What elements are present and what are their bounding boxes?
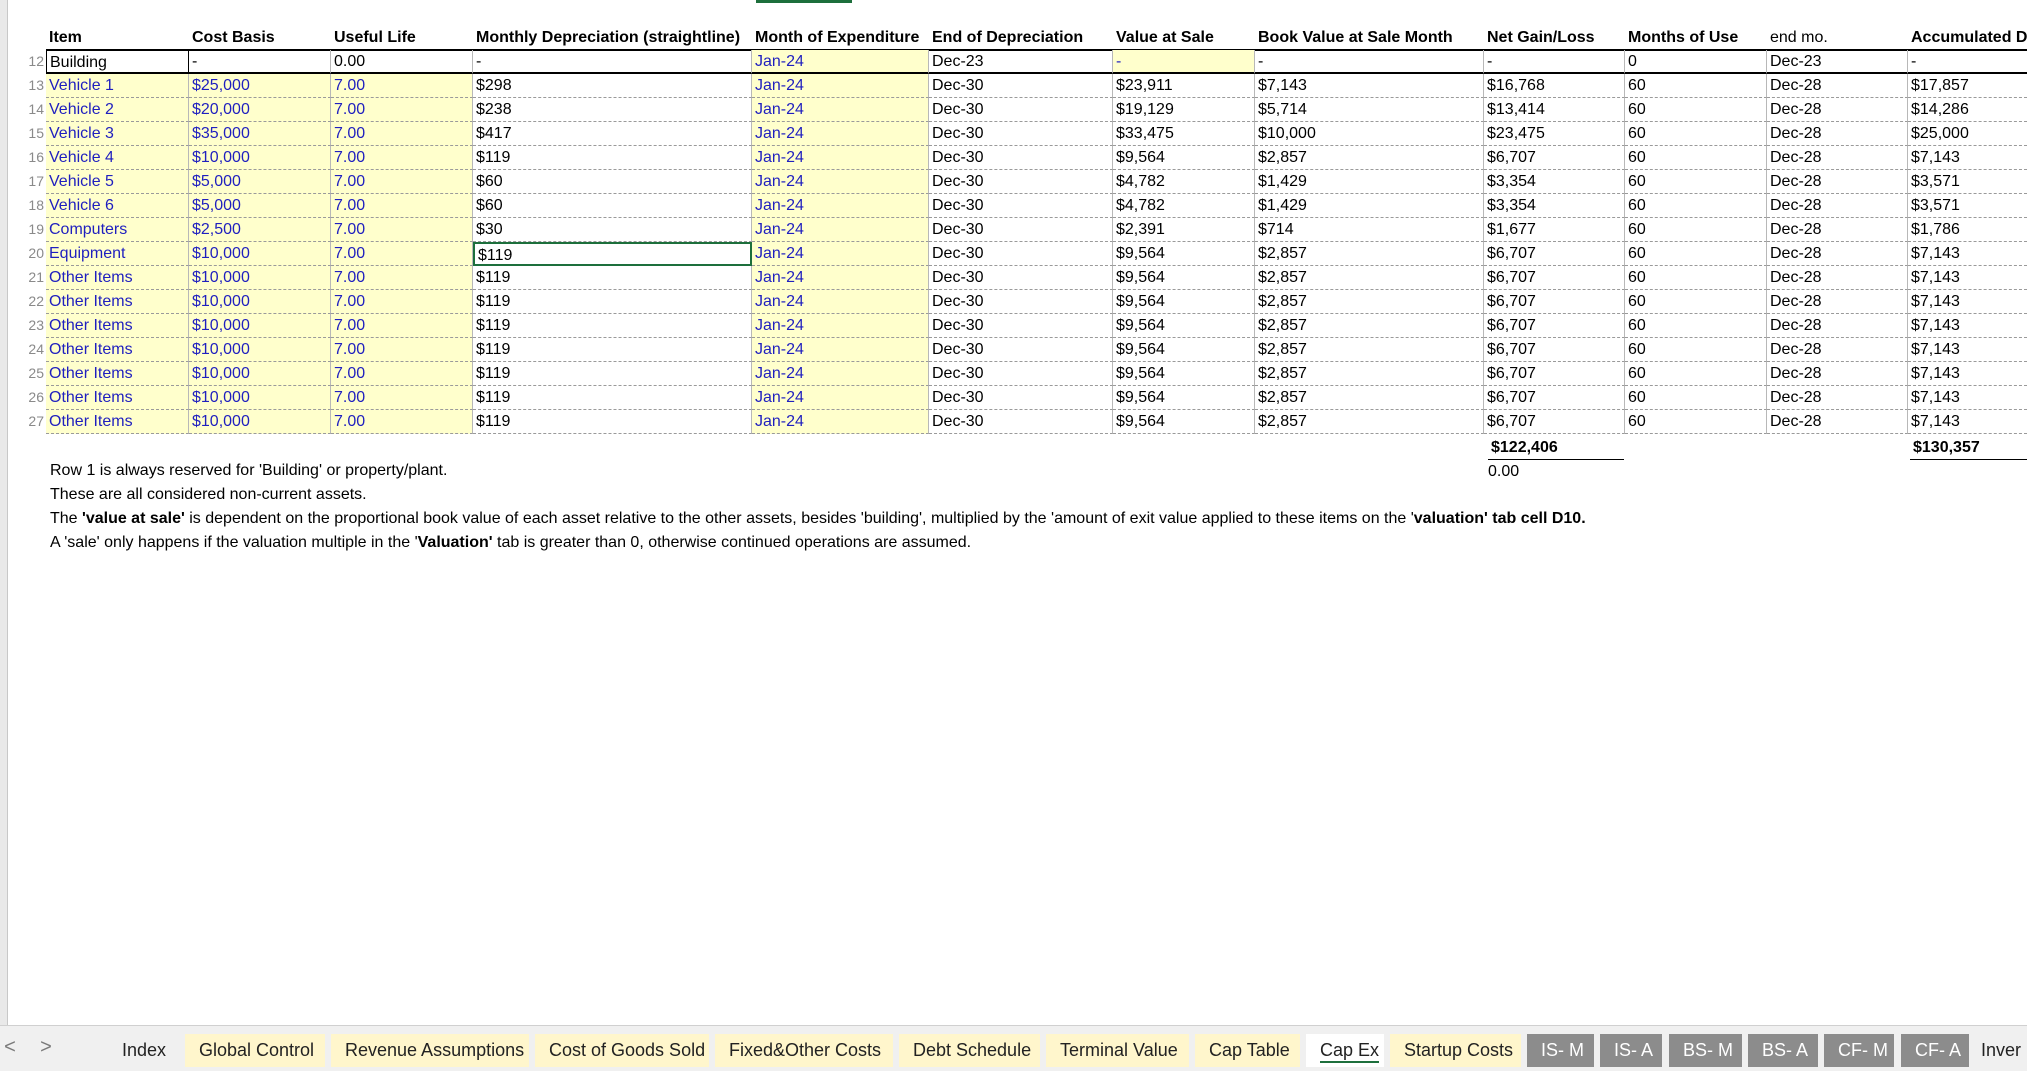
column-header[interactable]: Net Gain/Loss — [1487, 29, 1595, 46]
table-cell[interactable]: $7,143 — [1908, 146, 2027, 170]
active-column-indicator — [756, 0, 852, 3]
note-line-2[interactable]: These are all considered non-current assets. — [50, 486, 367, 503]
column-header[interactable]: Month of Expenditure — [755, 29, 920, 46]
table-cell[interactable]: 60 — [1625, 242, 1767, 266]
table-cell[interactable]: Dec-30 — [929, 410, 1113, 434]
sheet-tab-label: IS- A — [1614, 1040, 1654, 1060]
row-number[interactable]: 17 — [28, 173, 44, 189]
table-row — [0, 194, 2027, 218]
table-cell[interactable]: $10,000 — [189, 242, 331, 266]
table-cell[interactable]: $7,143 — [1908, 290, 2027, 314]
table-cell[interactable]: Vehicle 4 — [46, 146, 189, 170]
table-cell[interactable]: $60 — [473, 194, 752, 218]
table-cell[interactable]: Dec-30 — [929, 338, 1113, 362]
table-row — [0, 362, 2027, 386]
table-cell[interactable]: $1,429 — [1255, 194, 1484, 218]
table-cell[interactable]: $9,564 — [1113, 242, 1255, 266]
sheet-tab[interactable] — [331, 1034, 529, 1067]
table-cell[interactable]: $2,857 — [1255, 386, 1484, 410]
table-cell[interactable]: 60 — [1625, 74, 1767, 98]
table-cell[interactable]: $7,143 — [1908, 362, 2027, 386]
table-cell[interactable]: Jan-24 — [752, 98, 929, 122]
table-cell[interactable]: $6,707 — [1484, 362, 1625, 386]
table-cell[interactable]: Other Items — [46, 266, 189, 290]
sheet-tab-label: BS- A — [1762, 1040, 1809, 1060]
table-cell[interactable]: Dec-28 — [1767, 314, 1908, 338]
table-cell[interactable]: $30 — [473, 218, 752, 242]
sheet-tab-label: CF- A — [1915, 1040, 1962, 1060]
table-cell[interactable]: $1,677 — [1484, 218, 1625, 242]
table-row — [0, 338, 2027, 362]
table-cell[interactable]: Dec-28 — [1767, 362, 1908, 386]
table-cell[interactable]: $9,564 — [1113, 266, 1255, 290]
table-cell[interactable]: $7,143 — [1908, 410, 2027, 434]
note-4-part-c: tab is greater than 0, otherwise continued operations are assumed. — [492, 534, 972, 551]
table-cell[interactable]: Jan-24 — [752, 50, 929, 74]
table-cell[interactable]: $1,429 — [1255, 170, 1484, 194]
table-cell[interactable]: 0.00 — [331, 50, 473, 74]
table-cell[interactable]: $17,857 — [1908, 74, 2027, 98]
table-cell[interactable]: Dec-28 — [1767, 290, 1908, 314]
table-cell[interactable]: Dec-28 — [1767, 386, 1908, 410]
column-header[interactable]: Months of Use — [1628, 29, 1739, 46]
table-cell[interactable]: $5,000 — [189, 194, 331, 218]
sheet-tab[interactable] — [715, 1034, 893, 1067]
table-cell[interactable]: $25,000 — [1908, 122, 2027, 146]
sheet-tab[interactable] — [185, 1034, 325, 1067]
table-cell[interactable]: 7.00 — [331, 362, 473, 386]
table-cell[interactable]: 60 — [1625, 98, 1767, 122]
row-number[interactable]: 12 — [28, 53, 44, 69]
accumulated-total[interactable]: $130,357 — [1910, 436, 2027, 460]
table-cell[interactable]: Vehicle 6 — [46, 194, 189, 218]
table-cell[interactable]: $10,000 — [189, 314, 331, 338]
table-cell[interactable]: $2,391 — [1113, 218, 1255, 242]
table-cell[interactable]: 7.00 — [331, 314, 473, 338]
table-cell[interactable]: Vehicle 2 — [46, 98, 189, 122]
table-cell[interactable]: $10,000 — [189, 146, 331, 170]
table-cell[interactable]: $9,564 — [1113, 146, 1255, 170]
net-gain-total-sub[interactable]: 0.00 — [1488, 463, 1520, 480]
table-cell[interactable]: 60 — [1625, 314, 1767, 338]
table-cell[interactable]: Dec-28 — [1767, 98, 1908, 122]
table-cell[interactable]: Dec-30 — [929, 98, 1113, 122]
table-cell[interactable]: $13,414 — [1484, 98, 1625, 122]
table-row — [0, 266, 2027, 290]
table-cell[interactable]: $7,143 — [1908, 266, 2027, 290]
table-cell[interactable]: $417 — [473, 122, 752, 146]
sheet-tab[interactable] — [108, 1034, 178, 1067]
table-cell[interactable]: $2,857 — [1255, 146, 1484, 170]
sheet-tab[interactable] — [1390, 1034, 1521, 1067]
table-cell[interactable]: $9,564 — [1113, 410, 1255, 434]
column-header[interactable]: Value at Sale — [1116, 29, 1214, 46]
table-row — [0, 122, 2027, 146]
table-cell[interactable]: $2,857 — [1255, 314, 1484, 338]
table-row — [0, 98, 2027, 122]
table-cell[interactable]: 0 — [1625, 50, 1767, 74]
table-cell[interactable]: - — [1908, 50, 2027, 74]
table-cell[interactable]: $10,000 — [189, 362, 331, 386]
table-cell[interactable]: 60 — [1625, 338, 1767, 362]
table-cell[interactable]: 7.00 — [331, 74, 473, 98]
table-cell[interactable]: Dec-28 — [1767, 338, 1908, 362]
table-cell[interactable]: Jan-24 — [752, 290, 929, 314]
table-cell[interactable]: $5,000 — [189, 170, 331, 194]
table-cell[interactable]: $2,857 — [1255, 266, 1484, 290]
table-cell[interactable]: $7,143 — [1255, 74, 1484, 98]
table-cell[interactable]: Dec-30 — [929, 122, 1113, 146]
table-row — [0, 386, 2027, 410]
table-cell[interactable]: Dec-30 — [929, 362, 1113, 386]
table-cell[interactable]: - — [1484, 50, 1625, 74]
table-cell[interactable]: Dec-30 — [929, 170, 1113, 194]
sheet-tab[interactable] — [1306, 1034, 1384, 1067]
table-cell[interactable]: Dec-23 — [929, 50, 1113, 74]
note-3-part-c: is dependent on the proportional book value of each asset relative to the other assets, besides 'building', multiplied by the 'amount of exit value applied to these items on the ' — [184, 510, 1414, 527]
table-cell[interactable]: 7.00 — [331, 170, 473, 194]
table-cell[interactable]: - — [473, 50, 752, 74]
sheet-tab[interactable] — [1046, 1034, 1189, 1067]
table-row — [0, 290, 2027, 314]
table-cell[interactable]: - — [189, 50, 331, 74]
sheet-tab-label: Fixed&Other Costs — [729, 1040, 882, 1060]
table-cell[interactable]: 60 — [1625, 194, 1767, 218]
table-row — [0, 218, 2027, 242]
table-cell[interactable]: 7.00 — [331, 122, 473, 146]
table-cell[interactable]: 7.00 — [331, 338, 473, 362]
table-cell[interactable]: $119 — [473, 410, 752, 434]
net-gain-total[interactable]: $122,406 — [1488, 436, 1624, 460]
table-cell[interactable]: $119 — [473, 386, 752, 410]
row-number[interactable]: 15 — [28, 125, 44, 141]
sheet-tab[interactable] — [1527, 1034, 1594, 1067]
table-cell[interactable]: 7.00 — [331, 194, 473, 218]
note-3-part-b: 'value at sale' — [82, 510, 185, 527]
sheet-tab[interactable] — [535, 1034, 709, 1067]
table-cell[interactable]: $119 — [473, 314, 752, 338]
note-3-part-a: The — [50, 510, 83, 527]
table-cell[interactable]: Dec-30 — [929, 194, 1113, 218]
column-header[interactable]: Cost Basis — [192, 29, 275, 46]
table-cell[interactable]: $6,707 — [1484, 290, 1625, 314]
table-cell[interactable]: Equipment — [46, 242, 189, 266]
sheet-tab-label: Cost of Goods Sold — [549, 1040, 706, 1060]
sheet-tab[interactable] — [1975, 1034, 2027, 1067]
row-number[interactable]: 20 — [28, 245, 44, 261]
table-cell[interactable]: $7,143 — [1908, 386, 2027, 410]
table-cell[interactable]: $25,000 — [189, 74, 331, 98]
column-header[interactable]: Useful Life — [334, 29, 416, 46]
table-cell[interactable]: $119 — [473, 242, 752, 266]
table-cell[interactable]: $20,000 — [189, 98, 331, 122]
table-cell[interactable]: $7,143 — [1908, 314, 2027, 338]
column-header[interactable]: Accumulated D — [1911, 29, 2027, 46]
table-cell[interactable]: 7.00 — [331, 266, 473, 290]
table-cell[interactable]: Dec-30 — [929, 266, 1113, 290]
column-header[interactable]: end mo. — [1770, 29, 1828, 46]
row-number[interactable]: 27 — [28, 413, 44, 429]
row-number[interactable]: 25 — [28, 365, 44, 381]
table-cell[interactable]: Jan-24 — [752, 194, 929, 218]
table-cell[interactable]: $9,564 — [1113, 338, 1255, 362]
column-header[interactable]: End of Depreciation — [932, 29, 1084, 46]
table-cell[interactable]: Building — [46, 50, 189, 74]
table-cell[interactable]: $6,707 — [1484, 146, 1625, 170]
table-cell[interactable]: $4,782 — [1113, 170, 1255, 194]
table-cell[interactable]: Dec-28 — [1767, 266, 1908, 290]
table-cell[interactable]: 7.00 — [331, 242, 473, 266]
table-cell[interactable]: Dec-30 — [929, 218, 1113, 242]
table-cell[interactable]: 60 — [1625, 266, 1767, 290]
table-cell[interactable]: 60 — [1625, 410, 1767, 434]
sheet-tab[interactable] — [1195, 1034, 1300, 1067]
sheet-tab[interactable] — [1824, 1034, 1894, 1067]
table-cell[interactable]: $9,564 — [1113, 290, 1255, 314]
table-cell[interactable]: $23,475 — [1484, 122, 1625, 146]
table-cell[interactable]: Jan-24 — [752, 410, 929, 434]
table-cell[interactable]: $3,354 — [1484, 170, 1625, 194]
table-cell[interactable]: $33,475 — [1113, 122, 1255, 146]
row-number[interactable]: 16 — [28, 149, 44, 165]
table-cell[interactable]: 60 — [1625, 218, 1767, 242]
table-cell[interactable]: Dec-28 — [1767, 146, 1908, 170]
table-cell[interactable]: $119 — [473, 362, 752, 386]
table-cell[interactable]: $2,857 — [1255, 410, 1484, 434]
table-cell[interactable]: Other Items — [46, 386, 189, 410]
table-cell[interactable]: Dec-30 — [929, 74, 1113, 98]
table-cell[interactable]: Jan-24 — [752, 74, 929, 98]
table-cell[interactable]: Vehicle 3 — [46, 122, 189, 146]
note-line-1[interactable]: Row 1 is always reserved for 'Building' or property/plant. — [50, 462, 448, 479]
table-cell[interactable]: $2,857 — [1255, 290, 1484, 314]
sheet-tab[interactable] — [1669, 1034, 1742, 1067]
note-4-part-b: Valuation' — [417, 534, 493, 551]
table-cell[interactable]: 7.00 — [331, 410, 473, 434]
row-number[interactable]: 21 — [28, 269, 44, 285]
table-cell[interactable]: Dec-28 — [1767, 242, 1908, 266]
table-cell[interactable]: $298 — [473, 74, 752, 98]
table-cell[interactable]: Jan-24 — [752, 266, 929, 290]
table-cell[interactable]: Other Items — [46, 338, 189, 362]
table-cell[interactable]: Jan-24 — [752, 242, 929, 266]
table-cell[interactable]: Dec-30 — [929, 242, 1113, 266]
table-cell[interactable]: $10,000 — [189, 266, 331, 290]
table-cell[interactable]: $16,768 — [1484, 74, 1625, 98]
column-header[interactable]: Monthly Depreciation (straightline) — [476, 29, 741, 46]
row-number[interactable]: 26 — [28, 389, 44, 405]
table-cell[interactable]: $35,000 — [189, 122, 331, 146]
table-cell[interactable]: $19,129 — [1113, 98, 1255, 122]
table-cell[interactable]: $6,707 — [1484, 410, 1625, 434]
prev-sheet-arrow-icon[interactable]: < — [4, 1036, 16, 1058]
table-cell[interactable]: $10,000 — [189, 338, 331, 362]
table-row — [0, 170, 2027, 194]
sheet-tab-label: Cap Table — [1209, 1040, 1290, 1060]
table-cell[interactable]: $119 — [473, 290, 752, 314]
table-cell[interactable]: 60 — [1625, 362, 1767, 386]
table-cell[interactable]: Dec-28 — [1767, 170, 1908, 194]
table-cell[interactable]: $2,857 — [1255, 242, 1484, 266]
table-row — [0, 74, 2027, 98]
table-cell[interactable]: 60 — [1625, 122, 1767, 146]
table-cell[interactable]: $5,714 — [1255, 98, 1484, 122]
table-cell[interactable]: Computers — [46, 218, 189, 242]
table-cell[interactable]: Jan-24 — [752, 314, 929, 338]
table-cell[interactable]: Jan-24 — [752, 338, 929, 362]
table-cell[interactable]: 7.00 — [331, 290, 473, 314]
table-cell[interactable]: $119 — [473, 146, 752, 170]
table-cell[interactable]: $238 — [473, 98, 752, 122]
table-cell[interactable]: 60 — [1625, 146, 1767, 170]
table-row — [0, 242, 2027, 266]
table-cell[interactable]: Jan-24 — [752, 122, 929, 146]
table-cell[interactable]: Other Items — [46, 410, 189, 434]
sheet-tab-label: BS- M — [1683, 1040, 1734, 1060]
table-cell[interactable]: $9,564 — [1113, 314, 1255, 338]
sheet-tab-label: Global Control — [199, 1040, 315, 1060]
table-cell[interactable]: $60 — [473, 170, 752, 194]
sheet-tab-label: Debt Schedule — [913, 1040, 1032, 1060]
row-number[interactable]: 18 — [28, 197, 44, 213]
table-cell[interactable]: Dec-28 — [1767, 410, 1908, 434]
table-cell[interactable]: $7,143 — [1908, 338, 2027, 362]
table-cell[interactable]: Other Items — [46, 290, 189, 314]
table-cell[interactable]: - — [1255, 50, 1484, 74]
table-cell[interactable]: Jan-24 — [752, 386, 929, 410]
table-cell[interactable]: Other Items — [46, 314, 189, 338]
table-row — [0, 314, 2027, 338]
table-cell[interactable]: Jan-24 — [752, 170, 929, 194]
table-cell[interactable]: $9,564 — [1113, 362, 1255, 386]
table-cell[interactable]: Dec-30 — [929, 290, 1113, 314]
table-cell[interactable]: 7.00 — [331, 218, 473, 242]
table-row — [0, 50, 2027, 74]
table-cell[interactable]: 60 — [1625, 290, 1767, 314]
table-cell[interactable]: $6,707 — [1484, 386, 1625, 410]
table-cell[interactable]: $4,782 — [1113, 194, 1255, 218]
table-cell[interactable]: Dec-28 — [1767, 194, 1908, 218]
table-cell[interactable]: $1,786 — [1908, 218, 2027, 242]
sheet-tab[interactable] — [1901, 1034, 1969, 1067]
next-sheet-arrow-icon[interactable]: > — [40, 1036, 52, 1058]
table-cell[interactable]: $2,857 — [1255, 338, 1484, 362]
table-cell[interactable]: $6,707 — [1484, 338, 1625, 362]
column-header[interactable]: Book Value at Sale Month — [1258, 29, 1453, 46]
row-number[interactable]: 23 — [28, 317, 44, 333]
table-cell[interactable]: $7,143 — [1908, 242, 2027, 266]
sheet-tab-label: Startup Costs — [1404, 1040, 1514, 1060]
column-header[interactable]: Item — [49, 29, 82, 46]
table-cell[interactable]: $6,707 — [1484, 314, 1625, 338]
table-cell[interactable]: $10,000 — [1255, 122, 1484, 146]
table-cell[interactable]: Vehicle 5 — [46, 170, 189, 194]
table-cell[interactable]: $9,564 — [1113, 386, 1255, 410]
row-number[interactable]: 13 — [28, 77, 44, 93]
row-number[interactable]: 22 — [28, 293, 44, 309]
table-row — [0, 410, 2027, 434]
sheet-tab-label: Index — [122, 1040, 167, 1060]
table-cell[interactable]: $6,707 — [1484, 242, 1625, 266]
table-cell[interactable]: Jan-24 — [752, 146, 929, 170]
table-row — [0, 146, 2027, 170]
table-cell[interactable]: $3,571 — [1908, 194, 2027, 218]
sheet-tab-bar — [0, 1025, 2027, 1071]
table-cell[interactable]: $2,500 — [189, 218, 331, 242]
table-cell[interactable]: Dec-30 — [929, 314, 1113, 338]
sheet-tab-label: Cap Ex — [1320, 1040, 1379, 1063]
note-line-3[interactable] — [50, 507, 1586, 531]
sheet-tab[interactable] — [899, 1034, 1040, 1067]
table-cell[interactable]: $119 — [473, 266, 752, 290]
table-cell[interactable]: $10,000 — [189, 410, 331, 434]
table-cell[interactable]: $6,707 — [1484, 266, 1625, 290]
table-cell[interactable]: 7.00 — [331, 146, 473, 170]
row-number[interactable]: 24 — [28, 341, 44, 357]
table-cell[interactable]: $714 — [1255, 218, 1484, 242]
table-cell[interactable]: $14,286 — [1908, 98, 2027, 122]
table-cell[interactable]: $2,857 — [1255, 362, 1484, 386]
sheet-tab[interactable] — [1748, 1034, 1818, 1067]
table-cell[interactable]: 60 — [1625, 170, 1767, 194]
table-cell[interactable]: Jan-24 — [752, 218, 929, 242]
sheet-tab[interactable] — [1600, 1034, 1662, 1067]
table-cell[interactable]: $10,000 — [189, 386, 331, 410]
table-cell[interactable]: Dec-30 — [929, 146, 1113, 170]
table-cell[interactable]: $3,571 — [1908, 170, 2027, 194]
table-cell[interactable]: Dec-30 — [929, 386, 1113, 410]
sheet-tab-label: Inver — [1981, 1040, 2022, 1060]
sheet-tab-label: Terminal Value — [1060, 1040, 1178, 1060]
sheet-tab-label: Revenue Assumptions — [345, 1040, 525, 1060]
note-3-part-d: valuation' tab cell D10. — [1413, 510, 1586, 527]
table-cell[interactable]: $3,354 — [1484, 194, 1625, 218]
row-number[interactable]: 19 — [28, 221, 44, 237]
table-cell[interactable]: 60 — [1625, 386, 1767, 410]
table-cell[interactable]: $119 — [473, 338, 752, 362]
table-cell[interactable]: Dec-28 — [1767, 218, 1908, 242]
table-cell[interactable]: Other Items — [46, 362, 189, 386]
table-cell[interactable]: 7.00 — [331, 98, 473, 122]
table-cell[interactable]: Dec-23 — [1767, 50, 1908, 74]
table-cell[interactable]: 7.00 — [331, 386, 473, 410]
note-line-4[interactable] — [50, 531, 971, 555]
table-cell[interactable]: - — [1113, 50, 1255, 74]
table-cell[interactable]: $10,000 — [189, 290, 331, 314]
table-cell[interactable]: Jan-24 — [752, 362, 929, 386]
table-cell[interactable]: Dec-28 — [1767, 122, 1908, 146]
sheet-tab-label: IS- M — [1541, 1040, 1584, 1060]
table-cell[interactable]: Vehicle 1 — [46, 74, 189, 98]
sheet-tab-label: CF- M — [1838, 1040, 1888, 1060]
row-number[interactable]: 14 — [28, 101, 44, 117]
note-4-part-a: A 'sale' only happens if the valuation multiple in the ' — [50, 534, 418, 551]
table-cell[interactable]: Dec-28 — [1767, 74, 1908, 98]
table-cell[interactable]: $23,911 — [1113, 74, 1255, 98]
